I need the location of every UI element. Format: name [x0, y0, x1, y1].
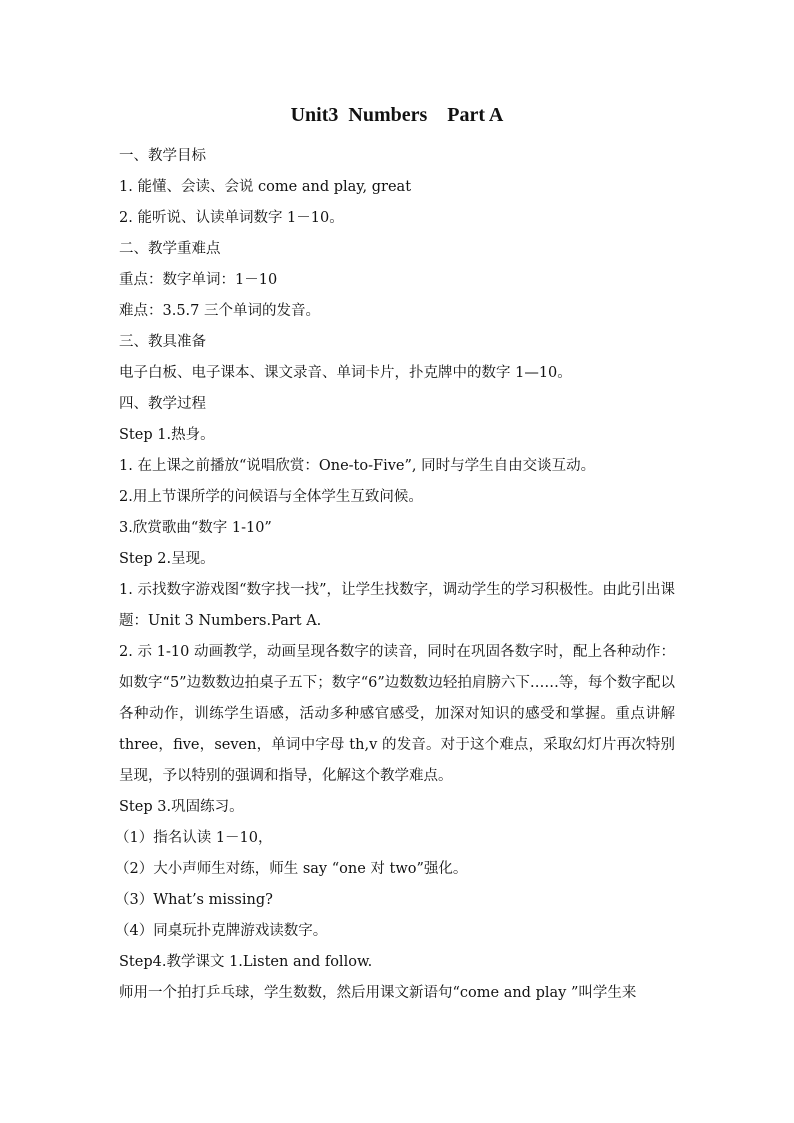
step-3-item-2: （2）大小声师生对练，师生 say “one 对 two”强化。 [115, 861, 468, 877]
step-1-item-3: 3.欣赏歌曲“数字 1-10” [119, 520, 272, 536]
step-2-paragraph-2: 2. 示 1-10 动画教学，动画呈现各数字的读音，同时在巩固各数字时，配上各种动作：如数字“5”边数数边拍桌子五下；数字“6”边数数边轻拍肩膀六下……等，每个数字配以各种动作，训练学生语感，活动多种感官感受，加深对知识的感受和掌握。重点讲解 three，five，seven，单词中字母 th,v 的发音。对于这个难点，采取幻灯片再次特别呈现，予以特别的强调和指导，化解这个教学难点。 [119, 644, 675, 784]
key-point: 重点：数字单词：1－10 [119, 272, 278, 288]
section-heading-objectives: 一、教学目标 [119, 148, 206, 164]
section-heading-key-points: 二、教学重难点 [119, 241, 221, 257]
objective-item-1: 1. 能懂、会读、会说 come and play, great [119, 179, 412, 195]
step-1-item-1: 1. 在上课之前播放“说唱欣赏：One-to-Five”, 同时与学生自由交谈互动。 [119, 458, 596, 474]
step-1-item-2: 2.用上节课所学的问候语与全体学生互致问候。 [119, 489, 423, 505]
section-heading-process: 四、教学过程 [119, 396, 206, 412]
step-3-heading: Step 3.巩固练习。 [119, 799, 244, 815]
document-body [115, 141, 675, 1009]
step-2-paragraph-1: 1. 示找数字游戏图“数字找一找”，让学生找数字，调动学生的学习积极性。由此引出课题：Unit 3 Numbers.Part A. [119, 582, 675, 629]
step-3-item-4: （4）同桌玩扑克牌游戏读数字。 [115, 923, 328, 939]
document-title: Unit3 Numbers Part A [290, 104, 504, 126]
difficult-point: 难点：3.5.7 三个单词的发音。 [119, 303, 321, 319]
step-4-heading: Step4.教学课文 1.Listen and follow. [119, 954, 373, 970]
step-3-item-3: （3）What’s missing? [115, 892, 273, 908]
step-2-heading: Step 2.呈现。 [119, 551, 215, 567]
step-4-paragraph: 师用一个拍打乒乓球，学生数数，然后用课文新语句“come and play ”叫学生来 [119, 985, 637, 1001]
objective-item-2: 2. 能听说、认读单词数字 1－10。 [119, 210, 344, 226]
step-3-item-1: （1）指名认读 1－10， [115, 830, 273, 846]
step-1-heading: Step 1.热身。 [119, 427, 215, 443]
materials-list: 电子白板、电子课本、课文录音、单词卡片，扑克牌中的数字 1—10。 [119, 365, 572, 381]
section-heading-materials: 三、教具准备 [119, 334, 206, 350]
